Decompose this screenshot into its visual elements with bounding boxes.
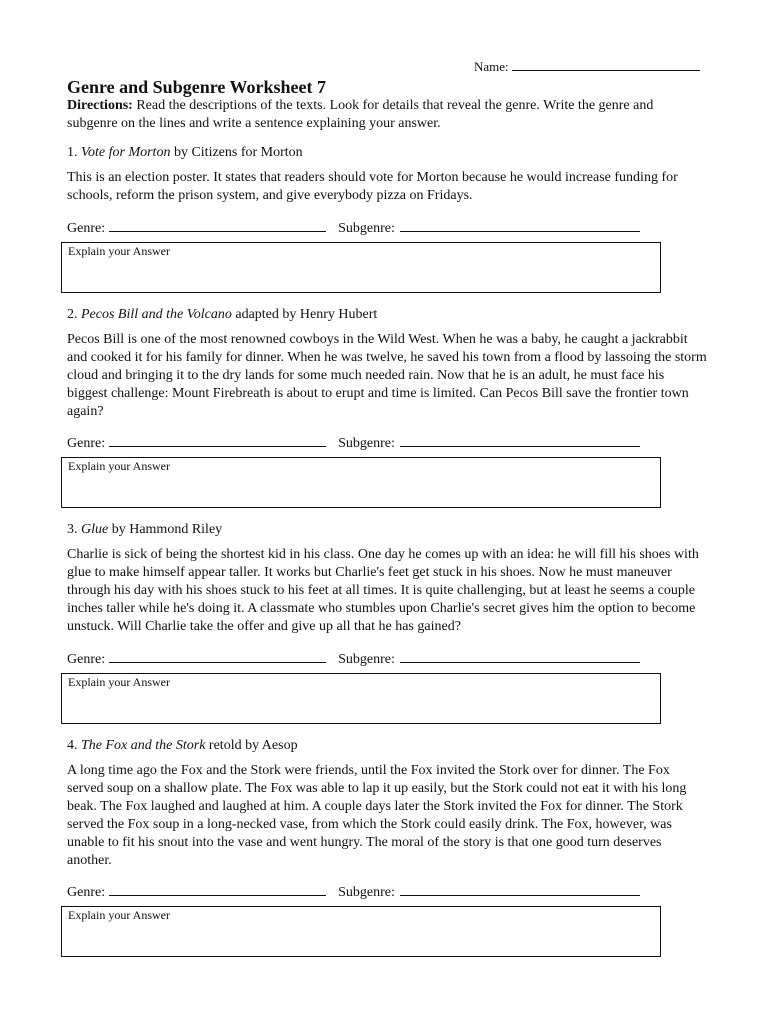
question-4-explain-box[interactable] <box>61 906 661 957</box>
question-4-answer-lines <box>67 883 640 901</box>
explain-label: Explain your Answer <box>68 908 170 922</box>
directions-label: Directions: <box>67 98 133 113</box>
question-byline: by Citizens for Morton <box>173 145 303 160</box>
explain-label: Explain your Answer <box>68 459 170 473</box>
question-2-passage: Pecos Bill is one of the most renowned cowboys in the Wild West. When he was a baby, he caught a jackrabbit and cooked it for his family for dinner. When he was twelve, he saved his town from a flood by lassoing the storm cloud and bringing it to the dry lands for some much needed rain. Now that he is an adult, he must face his biggest challenge: Mount Firebreath is about to erupt and time is limited. Can Pecos Bill save the frontier town again? <box>67 332 707 419</box>
question-byline: adapted by Henry Hubert <box>235 307 378 322</box>
question-3-explain-box[interactable] <box>61 673 661 724</box>
subgenre-label: Subgenre: <box>338 652 395 667</box>
question-byline: retold by Aesop <box>208 738 298 753</box>
name-field <box>474 58 700 75</box>
question-number: 1. <box>67 145 78 160</box>
question-3-answer-lines <box>67 650 640 668</box>
question-byline: by Hammond Riley <box>111 522 223 537</box>
question-title: Vote for Morton <box>81 145 171 160</box>
genre-blank[interactable] <box>109 434 326 447</box>
directions <box>67 97 707 133</box>
name-blank[interactable] <box>512 58 700 71</box>
genre-blank[interactable] <box>109 650 326 663</box>
question-2-heading <box>67 307 377 323</box>
question-2-answer-lines <box>67 434 640 452</box>
question-title: Pecos Bill and the Volcano <box>81 307 232 322</box>
question-title: The Fox and the Stork <box>81 738 206 753</box>
question-3-heading <box>67 522 222 538</box>
question-4-heading <box>67 738 298 754</box>
name-label: Name: <box>474 59 509 74</box>
question-1-answer-lines <box>67 219 640 237</box>
question-number: 3. <box>67 522 78 537</box>
question-2-explain-box[interactable] <box>61 457 661 508</box>
explain-label: Explain your Answer <box>68 244 170 258</box>
genre-label: Genre: <box>67 221 106 236</box>
directions-text: Read the descriptions of the texts. Look for details that reveal the genre. Write the genre and subgenre on the lines and write a sentence explaining your answer. <box>67 98 654 131</box>
subgenre-blank[interactable] <box>400 883 640 896</box>
subgenre-label: Subgenre: <box>338 885 395 900</box>
subgenre-label: Subgenre: <box>338 221 395 236</box>
question-4-passage: A long time ago the Fox and the Stork were friends, until the Fox invited the Stork over for dinner. The Fox served soup on a shallow plate. The Fox was able to lap it up easily, but the Stork could not eat it with his long beak. The Fox laughed and laughed at him. A couple days later the Stork invited the Fox for dinner. The Stork served the Fox soup in a long-necked vase, from which the Stork could easily drink. The Fox, however, was unable to fit his snout into the vase and went hungry. The moral of the story is that one good turn deserves another. <box>67 763 687 868</box>
question-title: Glue <box>81 522 109 537</box>
question-number: 4. <box>67 738 78 753</box>
subgenre-blank[interactable] <box>400 434 640 447</box>
explain-label: Explain your Answer <box>68 675 170 689</box>
genre-label: Genre: <box>67 652 106 667</box>
subgenre-blank[interactable] <box>400 219 640 232</box>
page-title: Genre and Subgenre Worksheet 7 <box>67 77 327 97</box>
genre-blank[interactable] <box>109 219 326 232</box>
genre-blank[interactable] <box>109 883 326 896</box>
question-1-explain-box[interactable] <box>61 242 661 293</box>
subgenre-label: Subgenre: <box>338 436 395 451</box>
question-1-passage: This is an election poster. It states that readers should vote for Morton because he would increase funding for schools, reform the prison system, and give everybody pizza on Fridays. <box>67 170 678 203</box>
genre-label: Genre: <box>67 885 106 900</box>
question-1-heading <box>67 145 303 161</box>
question-3-passage: Charlie is sick of being the shortest kid in his class. One day he comes up with an idea: he will fill his shoes with glue to make himself appear taller. It works but Charlie's feet get stuck in his shoes. Now he must maneuver through his day with his shoes stuck to his feet at all times. It is quite challenging, but at least he seems a couple inches taller while he's doing it. A classmate who stumbles upon Charlie's secret gives him the option to become unstuck. Will Charlie take the offer and give up all that he has gained? <box>67 547 699 634</box>
question-number: 2. <box>67 307 78 322</box>
genre-label: Genre: <box>67 436 106 451</box>
subgenre-blank[interactable] <box>400 650 640 663</box>
